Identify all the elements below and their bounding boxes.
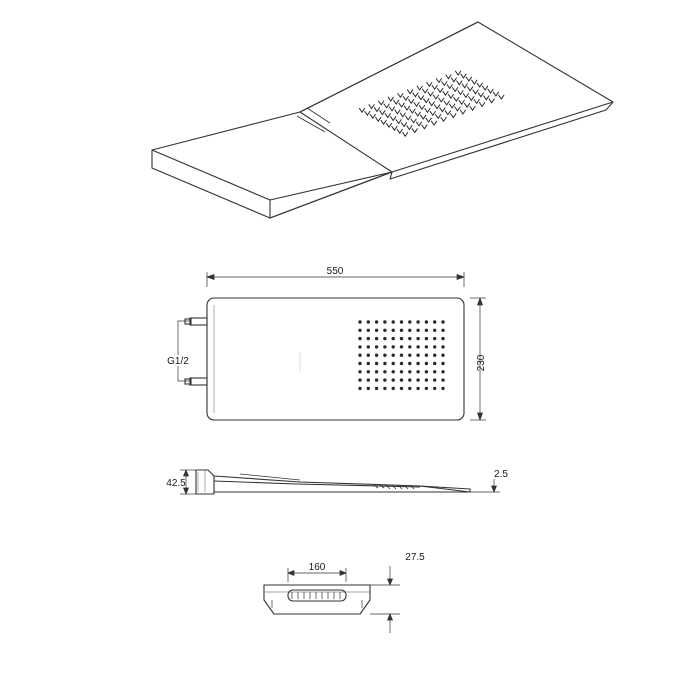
top-view-dimensions <box>178 272 486 420</box>
dim-top-height: 230 <box>476 354 487 372</box>
dim-top-width: 550 <box>326 266 344 277</box>
dim-side-height: 42.5 <box>166 478 186 489</box>
isometric-nozzle-array <box>359 71 504 136</box>
dim-end-depth: 27.5 <box>405 552 425 563</box>
isometric-view <box>152 22 613 218</box>
top-view-nozzle-grid <box>358 320 444 390</box>
dim-end-width: 160 <box>308 562 326 573</box>
dim-thread: G1/2 <box>167 356 189 367</box>
dim-side-thickness: 2.5 <box>494 469 508 480</box>
end-view <box>264 585 370 614</box>
top-view <box>185 298 464 420</box>
side-view <box>196 470 470 494</box>
